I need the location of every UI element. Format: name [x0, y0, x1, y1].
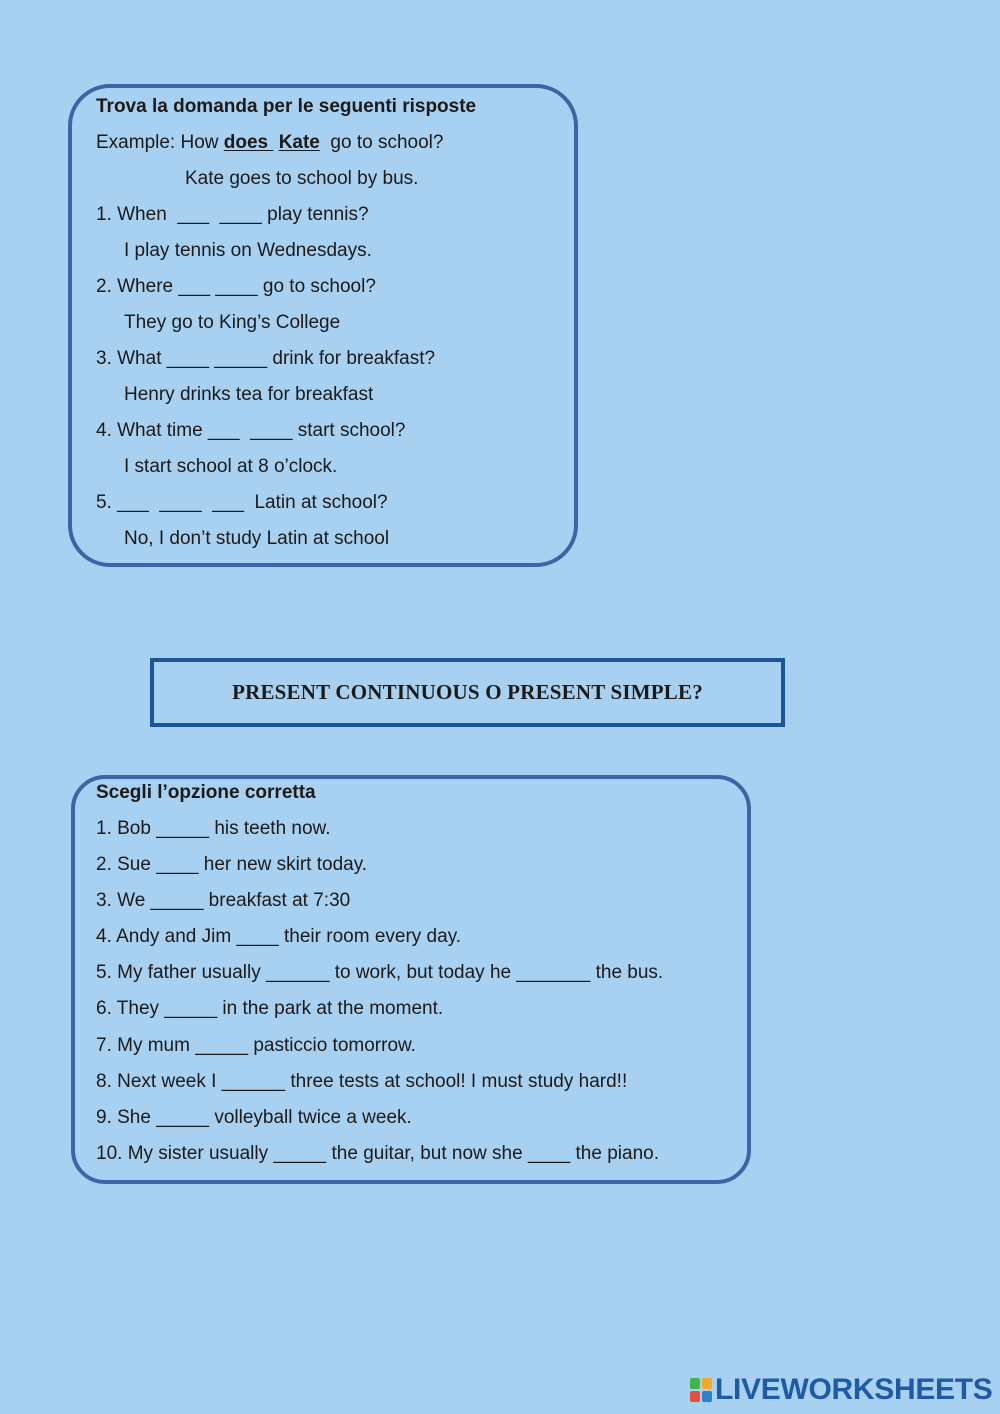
section1-heading: Trova la domanda per le seguenti risposte	[96, 96, 477, 117]
question-5: 5. ___ ____ ___ Latin at school?	[96, 492, 388, 513]
answer-3: Henry drinks tea for breakfast	[124, 384, 374, 405]
logo-square-blue	[702, 1391, 712, 1402]
liveworksheets-logo	[690, 1374, 993, 1406]
answer-5: No, I don’t study Latin at school	[124, 528, 390, 549]
answer-2: They go to King’s College	[124, 312, 341, 333]
exercise-item-4: 4. Andy and Jim ____ their room every day.	[96, 926, 462, 947]
answer-4: I start school at 8 o’clock.	[124, 456, 338, 477]
question-2: 2. Where ___ ____ go to school?	[96, 276, 376, 297]
exercise-item-8: 8. Next week I ______ three tests at school! I must study hard!!	[96, 1071, 628, 1092]
exercise-item-1: 1. Bob _____ his teeth now.	[96, 818, 331, 839]
exercise-item-6: 6. They _____ in the park at the moment.	[96, 998, 444, 1019]
exercise-item-5: 5. My father usually ______ to work, but today he _______ the bus.	[96, 962, 664, 983]
example-prefix: Example: How	[96, 132, 224, 153]
question-4: 4. What time ___ ____ start school?	[96, 420, 406, 441]
example-word-kate: Kate	[278, 132, 320, 153]
logo-text: LIVEWORKSHEETS	[715, 1373, 993, 1406]
logo-square-green	[690, 1378, 700, 1389]
section2-heading: Scegli l’opzione corretta	[96, 782, 316, 803]
logo-mark-icon	[690, 1378, 712, 1402]
example-answer: Kate goes to school by bus.	[185, 168, 419, 189]
exercise-item-7: 7. My mum _____ pasticcio tomorrow.	[96, 1035, 416, 1056]
exercise-item-3: 3. We _____ breakfast at 7:30	[96, 890, 351, 911]
example-suffix: go to school?	[319, 132, 444, 153]
exercise-item-2: 2. Sue ____ her new skirt today.	[96, 854, 368, 875]
question-3: 3. What ____ _____ drink for breakfast?	[96, 348, 436, 369]
answer-1: I play tennis on Wednesdays.	[124, 240, 372, 261]
exercise-item-10: 10. My sister usually _____ the guitar, but now she ____ the piano.	[96, 1143, 659, 1164]
logo-square-red	[690, 1391, 700, 1402]
exercise-item-9: 9. She _____ volleyball twice a week.	[96, 1107, 412, 1128]
title-box	[150, 658, 785, 727]
example-question	[96, 131, 443, 155]
logo-square-orange	[702, 1378, 712, 1389]
page-title: PRESENT CONTINUOUS O PRESENT SIMPLE?	[232, 680, 703, 704]
example-word-does: does	[223, 132, 274, 153]
question-1: 1. When ___ ____ play tennis?	[96, 204, 369, 225]
